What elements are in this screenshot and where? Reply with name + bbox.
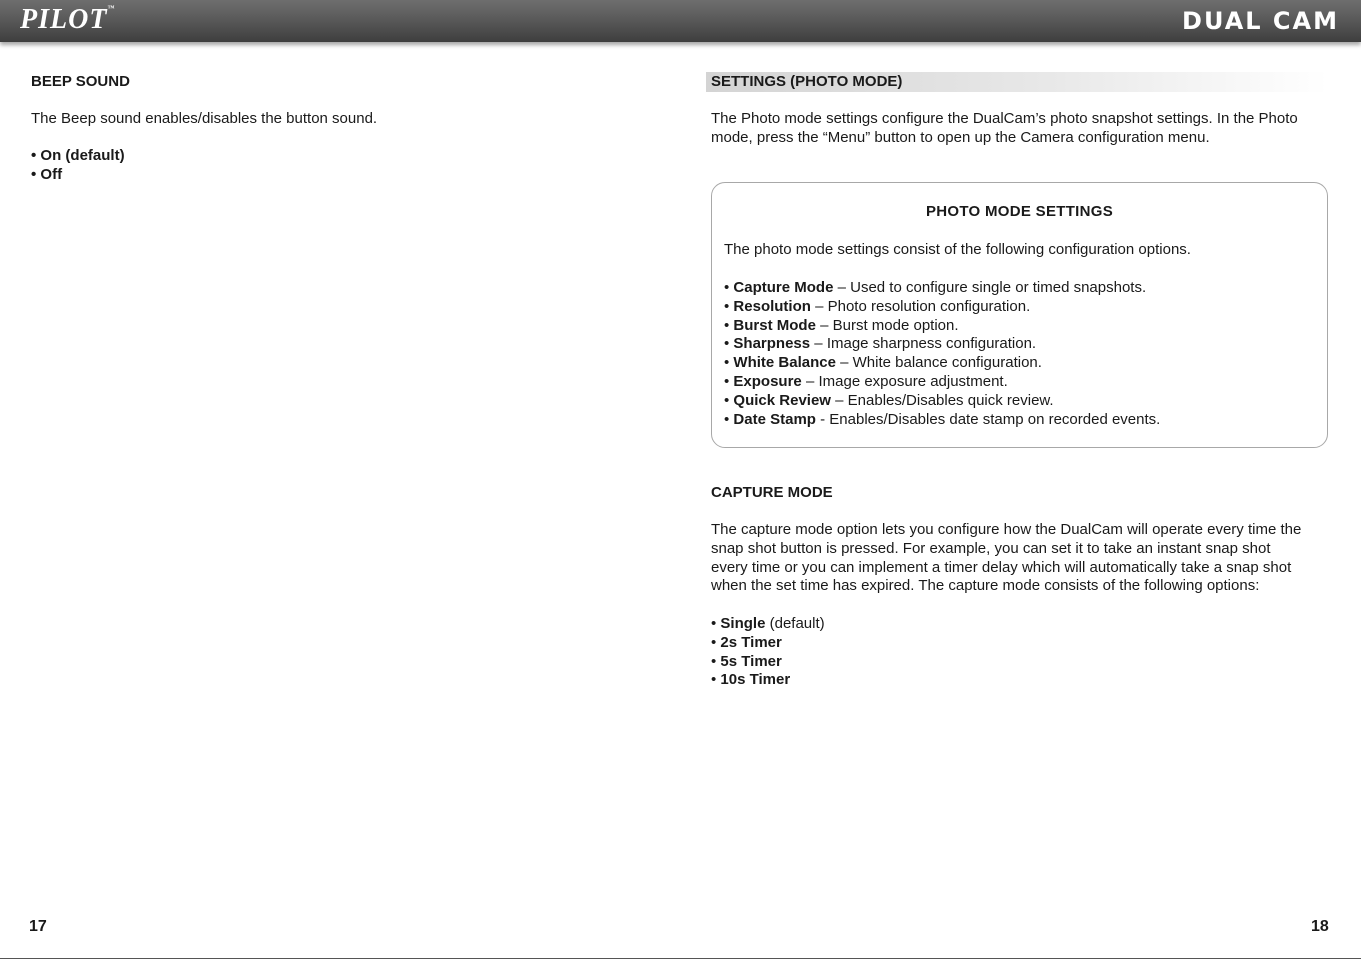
beep-sound-heading: BEEP SOUND [31,73,130,90]
photo-mode-settings-box [711,182,1328,448]
list-item: • Resolution – Photo resolution configuration. [724,297,1031,315]
section-title: SETTINGS (PHOTO MODE) [711,73,903,90]
list-item: • Capture Mode – Used to configure single or timed snapshots. [724,279,1147,296]
list-item: • Sharpness – Image sharpness configuration. [724,335,1037,353]
list-item: • 5s Timer [711,652,782,670]
box-intro: The photo mode settings consist of the following configuration options. [724,241,1191,258]
list-item: • Off [31,165,63,183]
capture-options-list [711,615,825,690]
page-number-right: 18 [1311,918,1329,935]
list-item: • Exposure – Image exposure adjustment. [724,372,1008,390]
beep-sound-description: The Beep sound enables/disables the button sound. [31,110,378,127]
list-item: • 10s Timer [711,671,791,689]
list-item: • Date Stamp - Enables/Disables date stamp on recorded events. [724,410,1161,428]
bottom-border [0,958,1361,959]
pilot-logo: PILOT™ [20,4,116,35]
list-item: • Quick Review – Enables/Disables quick review. [724,391,1054,409]
dualcam-logo: DUAL CAM [1182,7,1339,35]
beep-options-list [31,147,125,185]
list-item: • On (default) [31,147,125,164]
capture-mode-heading: CAPTURE MODE [711,484,833,501]
list-item: • 2s Timer [711,633,782,651]
photo-mode-intro: The Photo mode settings configure the DualCam’s photo snapshot settings. In the Photo mode, press the “Menu” button to open up the Camera configuration menu. [711,110,1298,146]
header-bar [0,0,1361,42]
settings-options-list [724,279,1160,429]
list-item: • Single (default) [711,615,825,632]
list-item: • Burst Mode – Burst mode option. [724,316,959,334]
page-number-left: 17 [29,918,47,935]
list-item: • White Balance – White balance configuration. [724,354,1042,372]
capture-mode-description: The capture mode option lets you configure how the DualCam will operate every time the snap shot button is pressed. For example, you can set it to take an instant snap shot every time or you can implement a timer delay which will automatically take a snap shot when the set time has expired. The capture mode consists of the following options: [711,521,1302,595]
box-title: PHOTO MODE SETTINGS [925,203,1114,220]
